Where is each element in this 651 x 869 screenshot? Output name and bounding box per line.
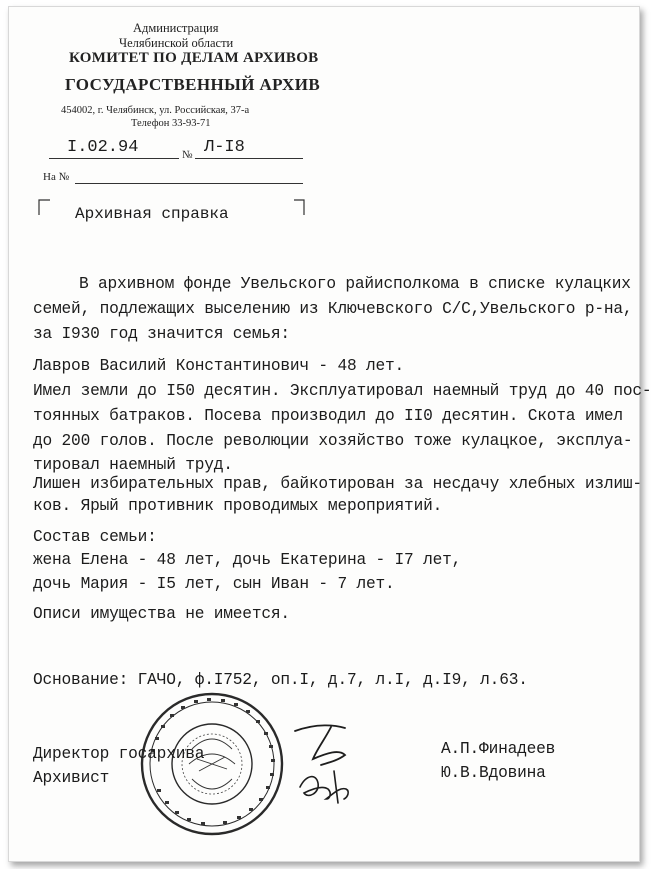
body-line: за I930 год значится семья: [33, 325, 290, 343]
signature-role-director: Директор госархива [33, 745, 205, 763]
basis-line: Основание: ГАЧО, ф.I752, оп.I, д.7, л.I, д.I9, л.63. [33, 671, 528, 689]
body-line: В архивном фонде Увельского райисполкома в списке кулацких [79, 275, 631, 293]
letterhead-region: Челябинской области [119, 36, 234, 50]
document-date: I.02.94 [67, 138, 139, 157]
number-underline [195, 158, 303, 159]
letterhead-phone: Телефон 33-93-71 [131, 118, 211, 129]
family-line: жена Елена - 48 лет, дочь Екатерина - I7 лет, [33, 551, 462, 569]
document-title: Архивная справка [75, 205, 229, 223]
letterhead-archive: ГОСУДАРСТВЕННЫЙ АРХИВ [65, 75, 321, 94]
reference-underline [75, 183, 303, 184]
letterhead-committee: КОМИТЕТ ПО ДЕЛАМ АРХИВОВ [69, 50, 319, 66]
document-page [8, 6, 651, 862]
signature-name-director: А.П.Финадеев [441, 740, 556, 758]
inventory-note: Описи имущества не имеется. [33, 605, 290, 623]
body-line: тоянных батраков. Посева производил до II0 десятин. Скота имел [33, 407, 623, 425]
signature-role-archivist: Архивист [33, 769, 110, 787]
body-line: до 200 голов. После революции хозяйство тоже кулацкое, эксплуа- [33, 432, 633, 450]
reference-label: На № [43, 171, 70, 183]
family-header: Состав семьи: [33, 528, 157, 546]
signature-name-archivist: Ю.В.Вдовина [441, 764, 546, 782]
round-seal-stamp [137, 689, 287, 839]
body-line: Имел земли до I50 десятин. Эксплуатировал наемный труд до 40 пос- [33, 382, 651, 400]
letterhead-administration: Администрация [133, 21, 219, 35]
handwritten-signature-archivist [294, 759, 364, 809]
document-number: Л-I8 [204, 138, 245, 157]
body-line: Лишен избирательных прав, байкотирован за несдачу хлебных излиш- [33, 475, 642, 493]
date-underline [49, 158, 179, 159]
body-line: семей, подлежащих выселению из Ключевского С/С,Увельского р-на, [33, 300, 633, 318]
body-line: Лавров Василий Константинович - 48 лет. [33, 357, 405, 375]
family-line: дочь Мария - I5 лет, сын Иван - 7 лет. [33, 575, 395, 593]
number-label: № [182, 149, 193, 161]
body-line: ков. Ярый противник проводимых мероприятий. [33, 497, 443, 515]
letterhead-address: 454002, г. Челябинск, ул. Российская, 37-а [61, 105, 250, 116]
body-line: тировал наемный труд. [33, 456, 233, 474]
